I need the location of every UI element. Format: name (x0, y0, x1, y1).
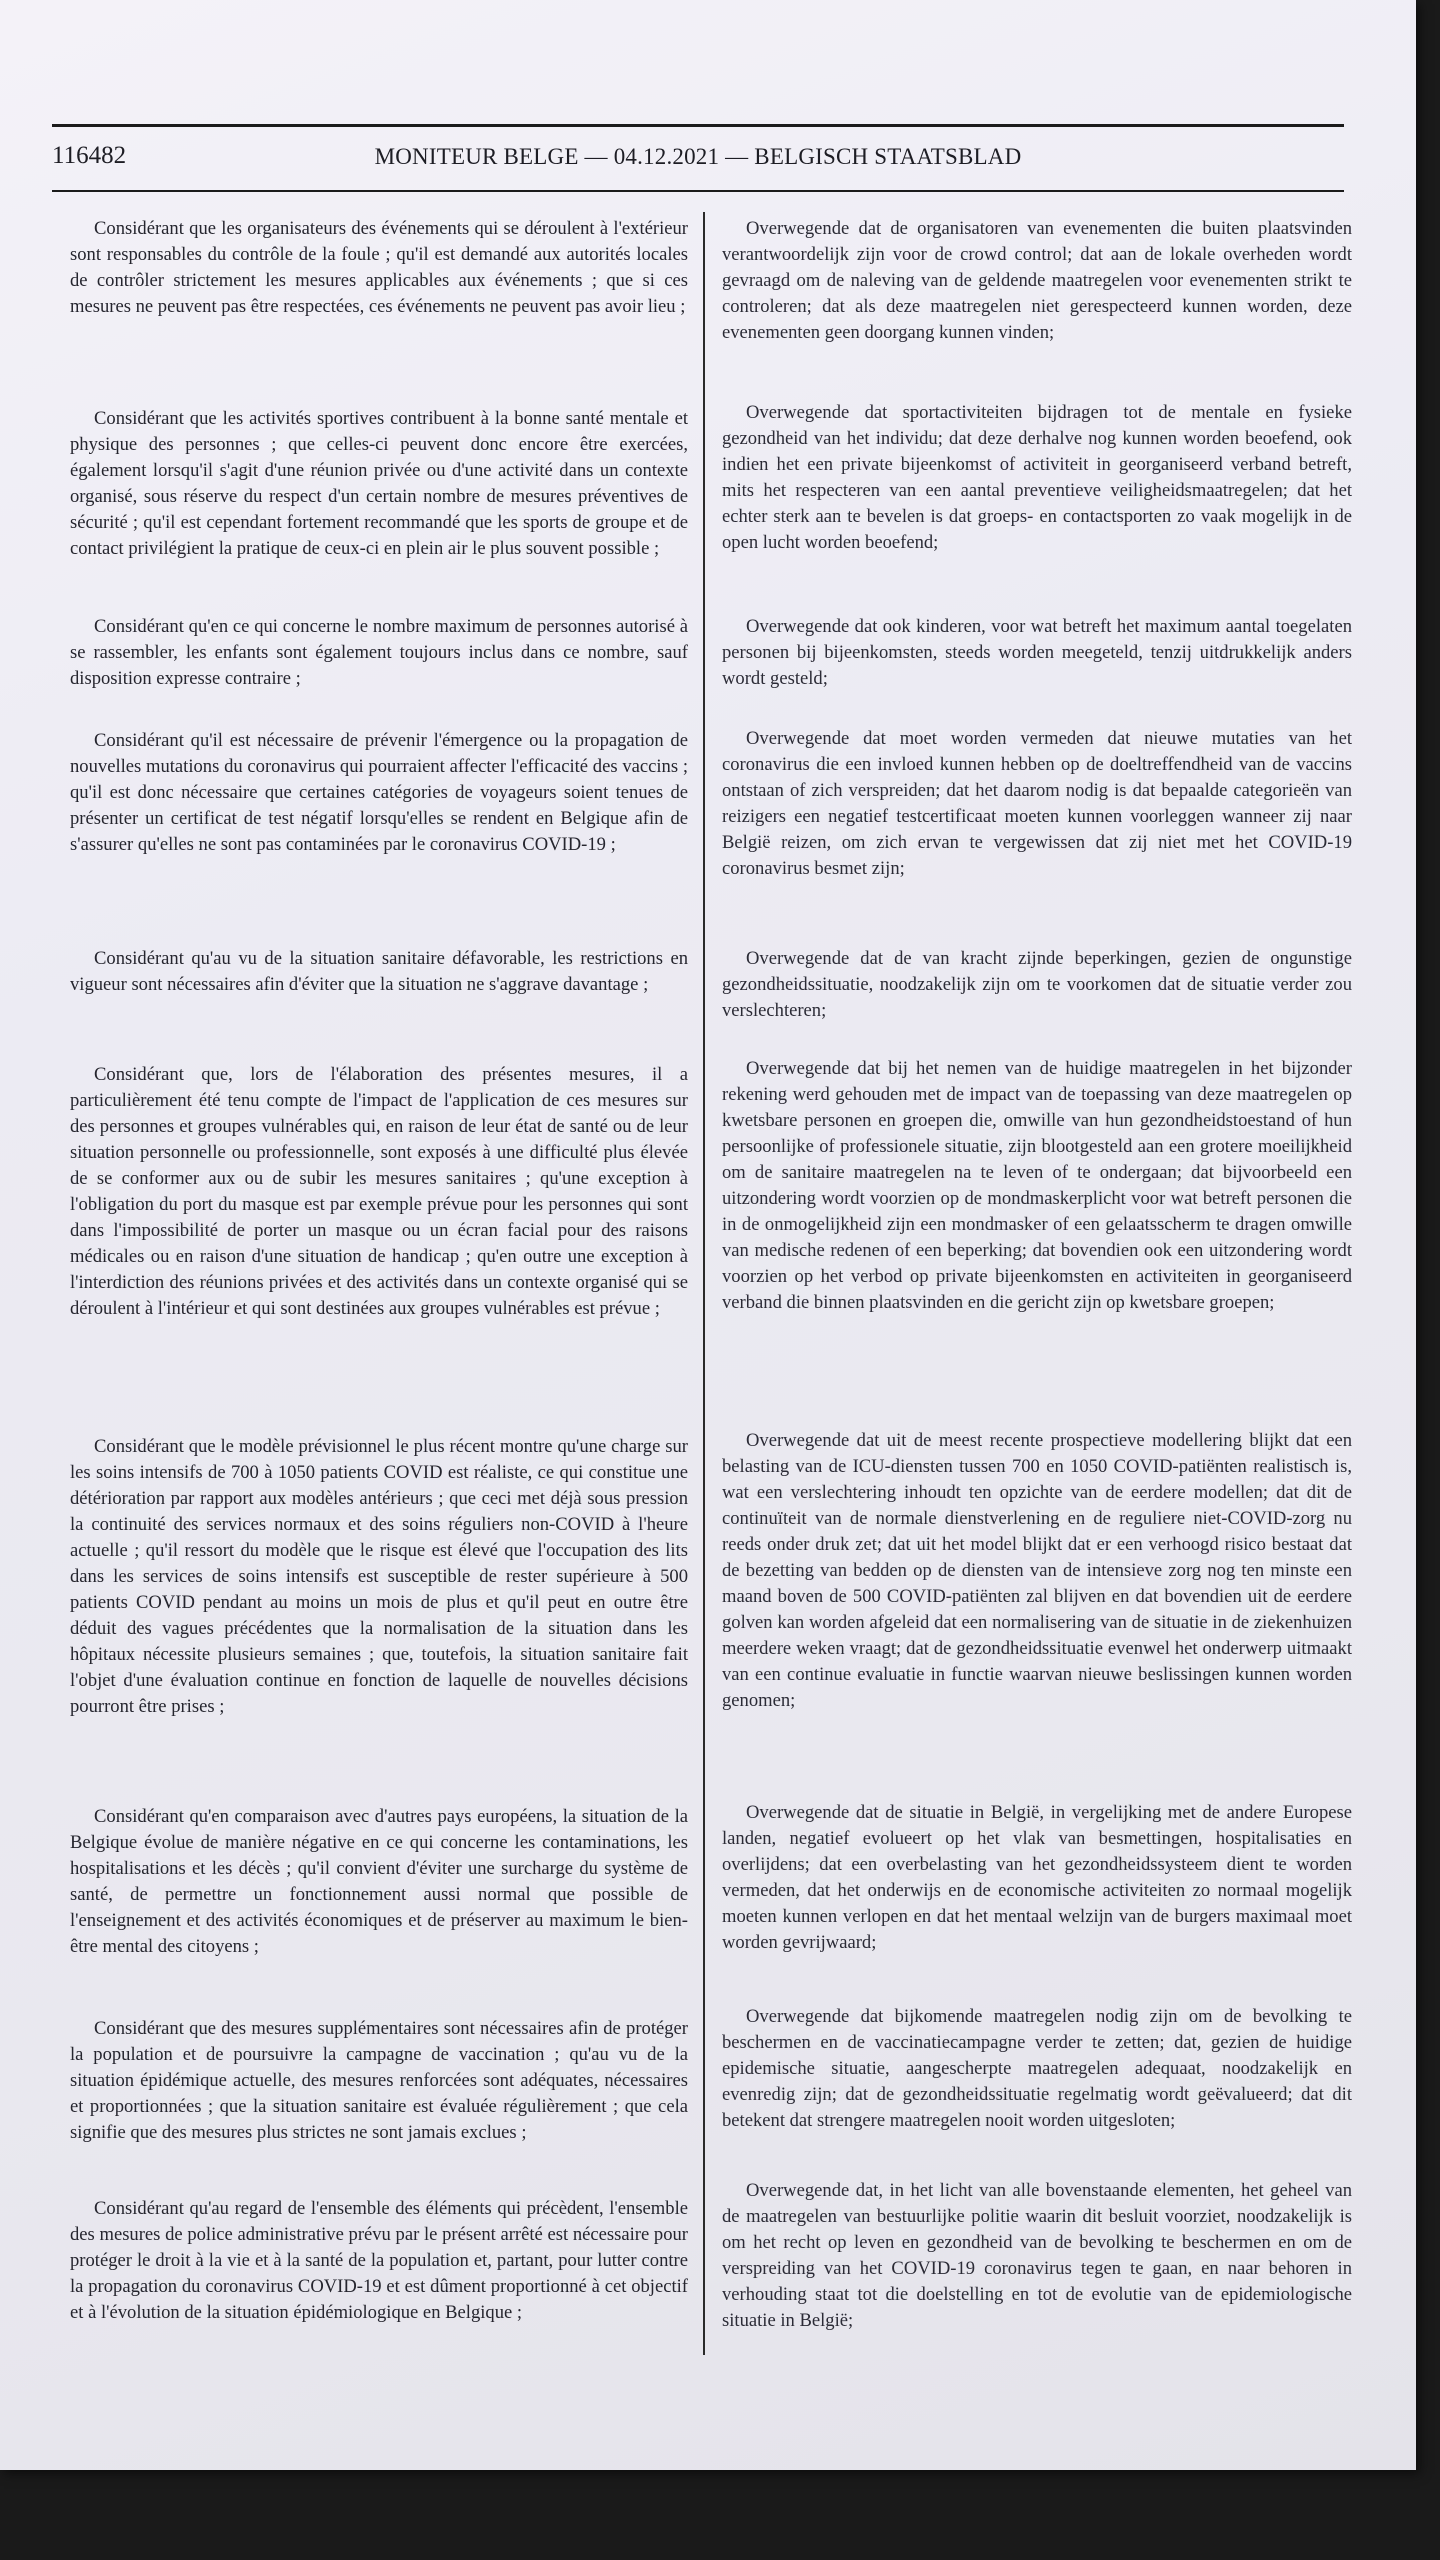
french-paragraph-9: Considérant que des mesures supplémentaires sont nécessaires afin de protéger la population et de poursuivre la campagne de vaccination ; qu'au vu de la situation épidémique actuelle, des mesures renforcées sont adéquates, nécessaires et proportionnées ; que la situation sanitaire est évaluée régulièrement ; que cela signifie que des mesures plus strictes ne sont jamais exclues ; (70, 2018, 688, 2143)
french-paragraph-6: Considérant que, lors de l'élaboration des présentes mesures, il a particulièrement été tenu compte de l'impact de l'application de ces mesures sur des personnes et groupes vulnérables qui, en raison de leur état de santé ou de leur situation personnelle ou professionnelle, sont exposés à une difficulté plus élevée de se conformer aux ou de subir les mesures sanitaires ; qu'une exception à l'obligation du port du masque est par exemple prévue pour les personnes qui sont dans l'impossibilité de porter un masque ou un écran facial pour des raisons médicales ou en raison d'une situation de handicap ; qu'en outre une exception à l'interdiction des réunions privées et des activités dans un contexte organisé qui se déroulent à l'intérieur et qui sont destinées aux groupes vulnérables est prévue ; (70, 1064, 688, 1319)
french-paragraph-4: Considérant qu'il est nécessaire de prévenir l'émergence ou la propagation de nouvelles mutations du coronavirus qui pourraient affecter l'efficacité des vaccins ; qu'il est donc nécessaire que certaines catégories de voyageurs soient tenues de présenter un certificat de test négatif lorsqu'elles se rendent en Belgique afin de s'assurer qu'elles ne sont pas contaminées par le coronavirus COVID-19 ; (70, 730, 688, 855)
dutch-paragraph-8: Overwegende dat de situatie in België, in vergelijking met de andere Europese landen, negatief evolueert op het vlak van besmettingen, hospitalisaties en overlijdens; dat een overbelasting van het gezondheidssysteem dient te worden vermeden, dat het onderwijs en de economische activiteiten zo normaal mogelijk moeten kunnen verlopen en dat het mentaal welzijn van de burgers maximaal moet worden gevrijwaard; (722, 1802, 1352, 1953)
french-paragraph-3: Considérant qu'en ce qui concerne le nombre maximum de personnes autorisé à se rassembler, les enfants sont également toujours inclus dans ce nombre, sauf disposition expresse contraire ; (70, 616, 688, 689)
dutch-paragraph-4: Overwegende dat moet worden vermeden dat nieuwe mutaties van het coronavirus die een invloed kunnen hebben op de doeltreffendheid van de vaccins ontstaan of zich verspreiden; dat het daarom nodig is dat bepaalde categorieën van reizigers een negatief testcertificaat moeten kunnen voorleggen wanneer zij naar België reizen, om zich ervan te vergewissen dat zij niet met het COVID-19 coronavirus besmet zijn; (722, 728, 1352, 879)
french-paragraph-8: Considérant qu'en comparaison avec d'autres pays européens, la situation de la Belgique évolue de manière négative en ce qui concerne les contaminations, les hospitalisations et les décès ; qu'il convient d'éviter une surcharge du système de santé, de permettre un fonctionnement aussi normal que possible de l'enseignement et des activités économiques et de préserver au maximum le bien-être mental des citoyens ; (70, 1806, 688, 1957)
dutch-paragraph-10: Overwegende dat, in het licht van alle bovenstaande elementen, het geheel van de maatregelen van bestuurlijke politie waarin dit besluit voorziet, noodzakelijk is om het recht op leven en gezondheid van de bevolking te beschermen en om de verspreiding van het COVID-19 coronavirus tegen te gaan, en naar behoren in verhouding staat tot die doelstelling en tot de evolutie van de epidemiologische situatie in België; (722, 2180, 1352, 2331)
running-title: MONITEUR BELGE — 04.12.2021 — BELGISCH STAATSBLAD (374, 144, 1022, 169)
dutch-paragraph-6: Overwegende dat bij het nemen van de huidige maatregelen in het bijzonder rekening werd gehouden met de impact van de toepassing van deze maatregelen op kwetsbare personen en groepen die, omwille van hun gezondheidstoestand of hun persoonlijke of professionele situatie, zijn blootgesteld aan een grotere moeilijkheid om de sanitaire maatregelen na te leven of te ondergaan; dat bijvoorbeeld een uitzondering wordt voorzien op de mondmaskerplicht voor wat betreft personen die in de onmogelijkheid zijn een mondmasker of een gelaatsscherm te dragen omwille van medische redenen of een beperking; dat bovendien ook een uitzondering wordt voorzien op het verbod op private bijeenkomsten en activiteiten in georganiseerd verband die binnen plaatsvinden en die gericht zijn op kwetsbare groepen; (722, 1058, 1352, 1313)
french-paragraph-2: Considérant que les activités sportives contribuent à la bonne santé mentale et physique des personnes ; que celles-ci peuvent donc encore être exercées, également lorsqu'il s'agit d'une réunion privée ou d'une activité dans un contexte organisé, sous réserve du respect d'un certain nombre de mesures préventives de sécurité ; qu'il est cependant fortement recommandé que les sports de groupe et de contact privilégient la pratique de ceux-ci en plein air le plus souvent possible ; (70, 408, 688, 559)
dutch-paragraph-1: Overwegende dat de organisatoren van evenementen die buiten plaatsvinden verantwoordelijk zijn voor de crowd control; dat aan de lokale overheden wordt gevraagd om de naleving van de geldende maatregelen voor evenementen strikt te controleren; dat als deze maatregelen niet gerespecteerd kunnen worden, deze evenementen geen doorgang kunnen vinden; (722, 218, 1352, 343)
french-paragraph-5: Considérant qu'au vu de la situation sanitaire défavorable, les restrictions en vigueur sont nécessaires afin d'éviter que la situation ne s'aggrave davantage ; (70, 948, 688, 995)
french-paragraph-10: Considérant qu'au regard de l'ensemble des éléments qui précèdent, l'ensemble des mesures de police administrative prévu par le présent arrêté est nécessaire pour protéger le droit à la vie et à la santé de la population et, partant, pour lutter contre la propagation du coronavirus COVID-19 et est dûment proportionné à cet objectif et à l'évolution de la situation épidémiologique en Belgique ; (70, 2198, 688, 2323)
french-paragraph-1: Considérant que les organisateurs des événements qui se déroulent à l'extérieur sont responsables du contrôle de la foule ; qu'il est demandé aux autorités locales de contrôler strictement les mesures applicables aux événements ; que si ces mesures ne peuvent pas être respectées, ces événements ne peuvent pas avoir lieu ; (70, 218, 688, 317)
french-paragraph-7: Considérant que le modèle prévisionnel le plus récent montre qu'une charge sur les soins intensifs de 700 à 1050 patients COVID est réaliste, ce qui constitue une détérioration par rapport aux modèles antérieurs ; que ceci met déjà sous pression la continuité des services normaux et des soins réguliers non-COVID à l'heure actuelle ; qu'il ressort du modèle que le risque est élevé que l'occupation des lits dans les services de soins intensifs est susceptible de rester supérieure à 500 patients COVID pendant au moins un mois de plus et qu'il peut en outre être déduit des vagues précédentes que la normalisation de la situation dans les hôpitaux nécessite plusieurs semaines ; que, toutefois, la situation sanitaire fait l'objet d'une évaluation continue en fonction de laquelle de nouvelles décisions pourront être prises ; (70, 1436, 688, 1717)
dutch-paragraph-7: Overwegende dat uit de meest recente prospectieve modellering blijkt dat een belasting van de ICU-diensten tussen 700 en 1050 COVID-patiënten realistisch is, wat een verslechtering inhoudt ten opzichte van de eerdere modellen; dat dit de continuïteit van de normale dienstverlening en de reguliere niet-COVID-zorg nu reeds onder druk zet; dat uit het model blijkt dat er een verhoogd risico bestaat dat de bezetting van bedden op de diensten van de intensieve zorg nog ten minste een maand boven de 500 COVID-patiënten zal blijven en dat bovendien uit de eerdere golven kan worden afgeleid dat een normalisering van de situatie in de ziekenhuizen meerdere weken vraagt; dat de gezondheidssituatie evenwel het onderwerp uitmaakt van een continue evaluatie in functie waarvan nieuwe beslissingen kunnen worden genomen; (722, 1430, 1352, 1711)
column-divider (703, 212, 705, 2355)
french-column (70, 0, 688, 2470)
dutch-paragraph-2: Overwegende dat sportactiviteiten bijdragen tot de mentale en fysieke gezondheid van het individu; dat deze derhalve nog kunnen worden beoefend, ook indien het een private bijeenkomst of activiteit in georganiseerd verband betreft, mits het respecteren van een aantal preventieve veiligheidsmaatregelen; dat het echter sterk aan te bevelen is dat groeps- en contactsporten zo vaak mogelijk in de open lucht worden beoefend; (722, 402, 1352, 553)
dutch-column (722, 0, 1352, 2470)
dutch-paragraph-3: Overwegende dat ook kinderen, voor wat betreft het maximum aantal toegelaten personen bij bijeenkomsten, steeds worden meegeteld, tenzij uitdrukkelijk anders wordt gesteld; (722, 616, 1352, 689)
dutch-paragraph-9: Overwegende dat bijkomende maatregelen nodig zijn om de bevolking te beschermen en de vaccinatiecampagne verder te zetten; dat, gezien de huidige epidemische situatie, aangescherpte maatregelen adequaat, noodzakelijk en evenredig zijn; dat de gezondheidssituatie regelmatig wordt geëvalueerd; dat dit betekent dat strengere maatregelen nooit worden uitgesloten; (722, 2006, 1352, 2131)
dutch-paragraph-5: Overwegende dat de van kracht zijnde beperkingen, gezien de ongunstige gezondheidssituatie, noodzakelijk zijn om te voorkomen dat de situatie verder zou verslechteren; (722, 948, 1352, 1021)
page-number: 116482 (52, 142, 127, 169)
